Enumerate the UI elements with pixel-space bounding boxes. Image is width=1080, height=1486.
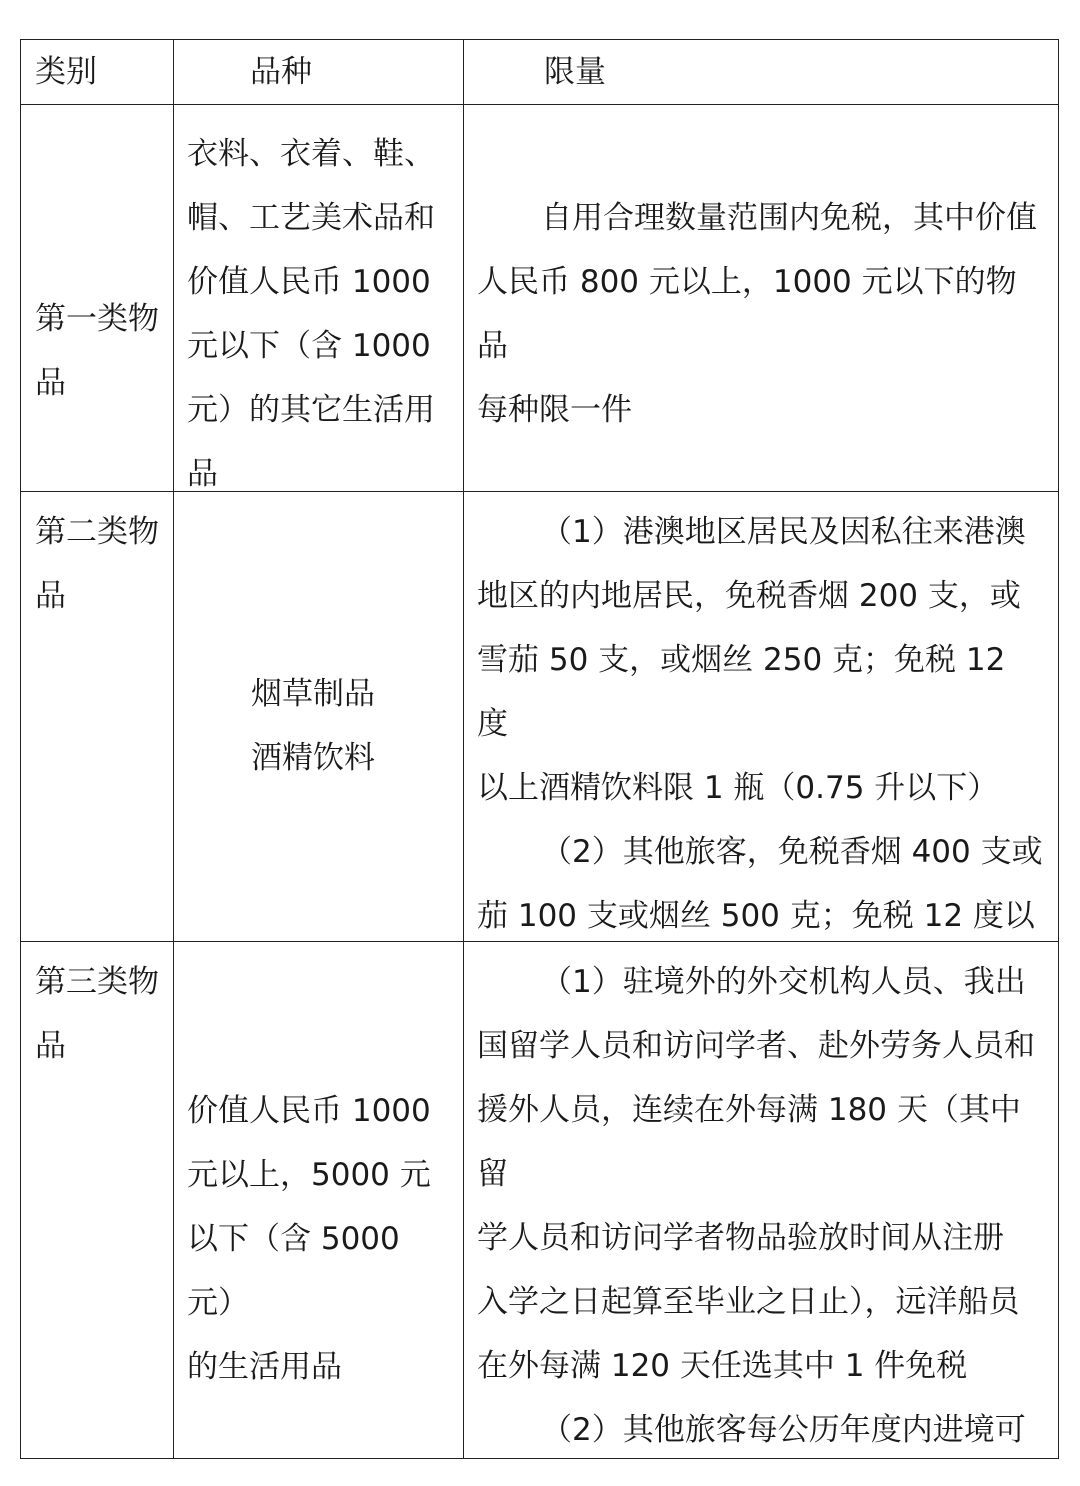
row3-kind-line: 价值人民币 1000	[187, 1093, 431, 1129]
row2-limit-line: 以上酒精饮料限 1 瓶（0.75 升以下）	[477, 770, 999, 806]
row1-limit-line: 人民币 800 元以上，1000 元以下的物品	[477, 264, 1017, 364]
header-kind: 品种	[174, 40, 464, 105]
row2-limit-paragraph-2	[477, 820, 1046, 942]
row1-category-line: 品	[35, 365, 66, 401]
row2-category	[21, 492, 174, 942]
row3-kind-line: 的生活用品	[187, 1349, 342, 1385]
row3-limit-line: 在外每满 120 天任选其中 1 件免税	[477, 1348, 968, 1384]
row3-category-line: 第三类物	[35, 964, 159, 1000]
row1-limit	[464, 105, 1058, 492]
row3-kind	[174, 942, 464, 1458]
header-limit: 限量	[464, 40, 1058, 105]
row2-limit-line: 茄 100 支或烟丝 500 克；免税 12 度以	[477, 898, 1035, 934]
row3-limit-line: （2）其他旅客每公历年度内进境可	[541, 1412, 1026, 1448]
row1-kind-line: 元）的其它生活用	[187, 392, 435, 428]
row2-limit-line: （1）港澳地区居民及因私往来港澳	[541, 514, 1026, 550]
row1-kind	[174, 105, 464, 492]
row1-kind-line: 品	[187, 456, 218, 492]
row2-kind	[174, 492, 464, 942]
row2-limit	[464, 492, 1058, 942]
row1-limit-line: 每种限一件	[477, 392, 632, 428]
row2-kind-line: 烟草制品	[251, 676, 375, 712]
row2-limit-line: （2）其他旅客，免税香烟 400 支或	[541, 834, 1043, 870]
row2-category-line: 第二类物	[35, 514, 159, 550]
row3-limit-line: 入学之日起算至毕业之日止），远洋船员	[477, 1284, 1020, 1320]
row3-limit-line: 援外人员，连续在外每满 180 天（其中留	[477, 1092, 1021, 1192]
row3-limit-paragraph-1	[477, 950, 1046, 1398]
row1-limit-line: 自用合理数量范围内免税，其中价值	[541, 200, 1037, 236]
row2-limit-line: 地区的内地居民，免税香烟 200 支，或	[477, 578, 1021, 614]
row3-limit	[464, 942, 1058, 1458]
row3-category	[21, 942, 174, 1458]
row2-limit-paragraph-1	[477, 500, 1046, 820]
row1-limit-paragraph	[477, 186, 1046, 442]
row3-limit-line: （1）驻境外的外交机构人员、我出	[541, 964, 1026, 1000]
row3-limit-paragraph-2	[477, 1398, 1046, 1458]
row2-category-line: 品	[35, 578, 66, 614]
header-category: 类别	[21, 40, 174, 105]
row1-kind-line: 衣料、衣着、鞋、	[187, 136, 435, 172]
row1-kind-line: 帽、工艺美术品和	[187, 200, 435, 236]
row3-category-line: 品	[35, 1028, 66, 1064]
row1-category	[21, 105, 174, 492]
row3-kind-line: 以下（含 5000 元）	[187, 1221, 400, 1321]
row2-limit-line: 雪茄 50 支，或烟丝 250 克；免税 12 度	[477, 642, 1006, 742]
allowance-table	[20, 39, 1059, 1459]
row1-kind-line: 价值人民币 1000	[187, 264, 431, 300]
row1-category-line: 第一类物	[35, 301, 159, 337]
row3-limit-line: 学人员和访问学者物品验放时间从注册	[477, 1220, 1004, 1256]
row3-limit-line: 国留学人员和访问学者、赴外劳务人员和	[477, 1028, 1035, 1064]
row3-kind-line: 元以上，5000 元	[187, 1157, 431, 1193]
row2-kind-line: 酒精饮料	[251, 740, 375, 776]
row1-kind-line: 元以下（含 1000	[187, 328, 431, 364]
